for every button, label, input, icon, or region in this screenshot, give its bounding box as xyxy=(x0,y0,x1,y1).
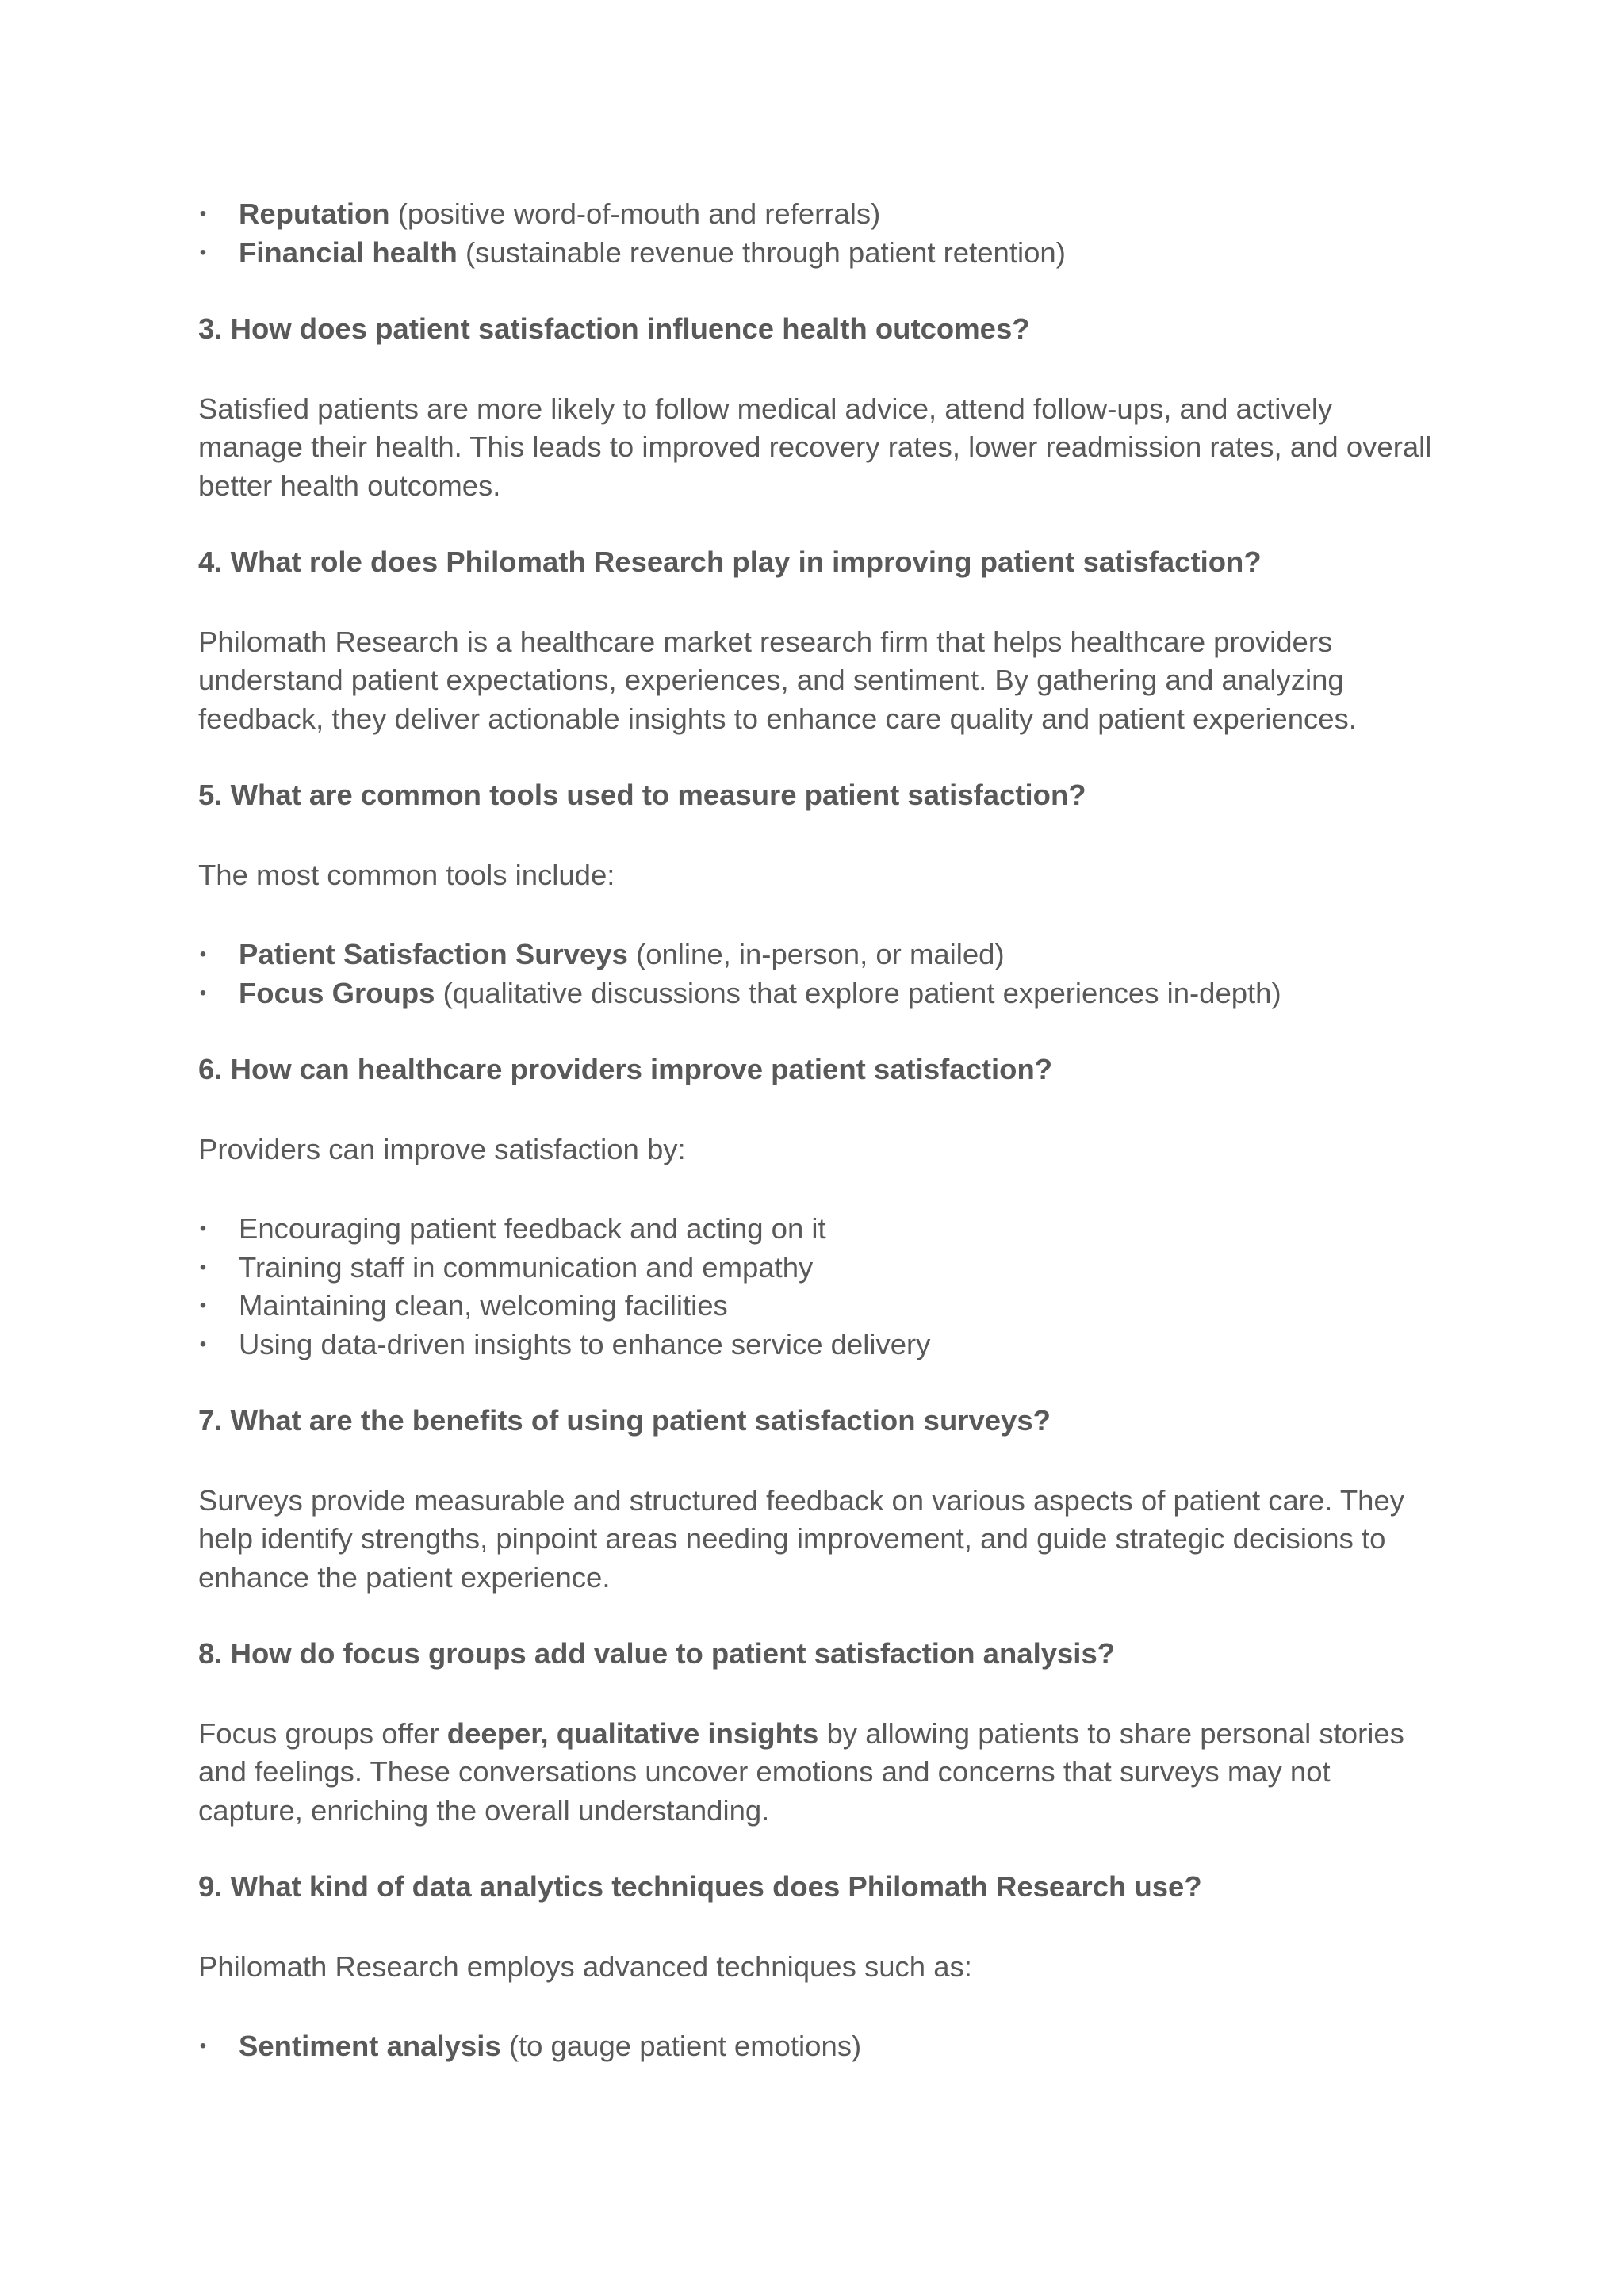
document-body xyxy=(198,195,1435,2066)
list-item xyxy=(198,936,1435,974)
list-item xyxy=(198,1210,1435,1249)
bullet-icon: • xyxy=(199,1256,207,1278)
question-heading-6: 6. How can healthcare providers improve patient satisfaction? xyxy=(198,1053,1053,1085)
bullet-icon: • xyxy=(199,2035,207,2057)
list-item-text: (to gauge patient emotions) xyxy=(500,2030,862,2062)
answer-text: Focus groups offer xyxy=(198,1716,447,1750)
bullet-icon: • xyxy=(199,1295,207,1316)
bullet-icon: • xyxy=(199,241,207,263)
list-item-text: Encouraging patient feedback and acting on it xyxy=(239,1212,826,1245)
question-heading-7: 7. What are the benefits of using patient satisfaction surveys? xyxy=(198,1404,1051,1437)
list-item xyxy=(198,1249,1435,1288)
question-heading-3: 3. How does patient satisfaction influence health outcomes? xyxy=(198,312,1030,345)
question-heading-9: 9. What kind of data analytics techniques does Philomath Research use? xyxy=(198,1870,1202,1903)
answer-emphasis: deeper, qualitative insights xyxy=(446,1716,819,1750)
list-item-text: (online, in-person, or mailed) xyxy=(627,938,1005,970)
list-item xyxy=(198,1326,1435,1364)
bullet-icon: • xyxy=(199,943,207,965)
list-item-term: Reputation xyxy=(239,197,390,230)
list-item-text: (sustainable revenue through patient retention) xyxy=(457,235,1066,269)
answer-paragraph-8 xyxy=(198,1715,1435,1831)
improvement-bullet-list xyxy=(198,1210,1435,1364)
techniques-bullet-list xyxy=(198,2027,1435,2066)
list-item xyxy=(198,1287,1435,1326)
bullet-icon: • xyxy=(199,203,207,224)
bullet-icon: • xyxy=(199,1333,207,1355)
intro-bullet-list xyxy=(198,195,1435,272)
list-item-text: Training staff in communication and empathy xyxy=(239,1250,814,1284)
list-item-text: (positive word-of-mouth and referrals) xyxy=(389,197,881,230)
list-item xyxy=(198,974,1435,1013)
list-item-text: Using data-driven insights to enhance service delivery xyxy=(239,1327,931,1360)
list-item xyxy=(198,234,1435,273)
answer-paragraph-4: Philomath Research is a healthcare market research firm that helps healthcare providers understand patient expectations, experiences, and sentiment. By gathering and analyzing feedback, they deliver actionable insights to enhance care quality and patient experiences. xyxy=(198,625,1357,735)
answer-paragraph-6: Providers can improve satisfaction by: xyxy=(198,1132,686,1165)
list-item-term: Patient Satisfaction Surveys xyxy=(239,938,628,970)
answer-paragraph-7: Surveys provide measurable and structured feedback on various aspects of patient care. They help identify strengths, pinpoint areas needing improvement, and guide strategic decisions to enhance the patient experience. xyxy=(198,1483,1405,1594)
list-item-text: (qualitative discussions that explore patient experiences in-depth) xyxy=(435,976,1281,1009)
tools-bullet-list xyxy=(198,936,1435,1012)
question-heading-5: 5. What are common tools used to measure patient satisfaction? xyxy=(198,779,1086,811)
list-item-term: Financial health xyxy=(239,235,458,269)
bullet-icon: • xyxy=(199,982,207,1004)
bullet-icon: • xyxy=(199,1218,207,1239)
answer-paragraph-3: Satisfied patients are more likely to follow medical advice, attend follow-ups, and actively manage their health. This leads to improved recovery rates, lower readmission rates, and overall better health outcomes. xyxy=(198,392,1432,502)
question-heading-8: 8. How do focus groups add value to patient satisfaction analysis? xyxy=(198,1637,1116,1670)
list-item-term: Focus Groups xyxy=(239,976,435,1009)
answer-text: by allowing patients to share personal stories and feelings. These conversations uncover emotions and concerns that surveys may not capture, enriching the overall understanding. xyxy=(198,1716,1404,1827)
list-item-text: Maintaining clean, welcoming facilities xyxy=(239,1289,728,1322)
answer-paragraph-5: The most common tools include: xyxy=(198,858,615,891)
list-item xyxy=(198,2027,1435,2066)
list-item-term: Sentiment analysis xyxy=(239,2030,501,2062)
answer-paragraph-9: Philomath Research employs advanced techniques such as: xyxy=(198,1950,972,1983)
question-heading-4: 4. What role does Philomath Research play in improving patient satisfaction? xyxy=(198,545,1262,578)
list-item xyxy=(198,195,1435,234)
